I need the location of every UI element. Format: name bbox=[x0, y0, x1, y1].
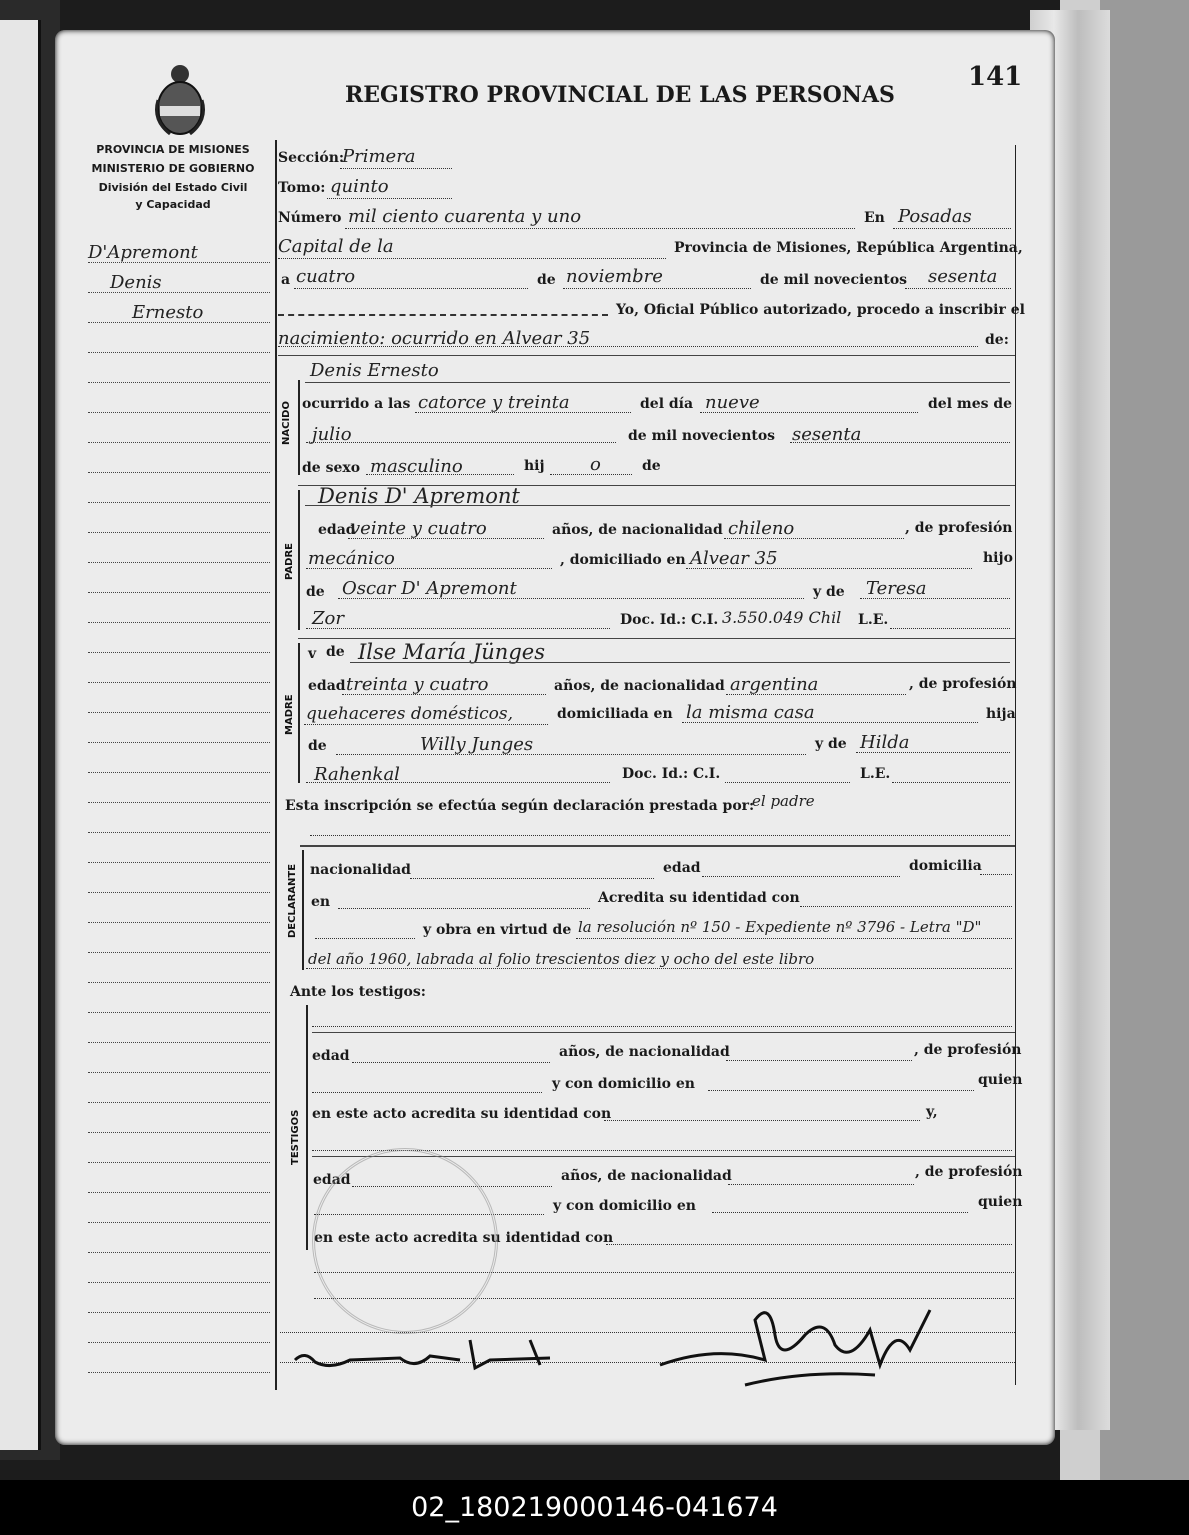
margin-rule bbox=[88, 1072, 270, 1073]
declarante-bar bbox=[302, 850, 304, 970]
testigo2-dom-line bbox=[712, 1212, 968, 1213]
testigo2-acredita-label: en este acto acredita su identidad con bbox=[314, 1230, 614, 1246]
a-line bbox=[294, 288, 528, 289]
declarante-acredita-label: Acredita su identidad con bbox=[598, 890, 800, 906]
padre-doc-value: 3.550.049 Chil bbox=[722, 608, 842, 627]
dia-value: nueve bbox=[705, 392, 760, 413]
madre-padre-value: Willy Junges bbox=[420, 734, 534, 755]
tomo-line bbox=[327, 198, 452, 199]
padre-nac-value: chileno bbox=[728, 518, 795, 539]
provincia-label: Provincia de Misiones, República Argentina, bbox=[674, 240, 1023, 256]
padre-prof-line bbox=[306, 568, 552, 569]
padre-nombre-line bbox=[305, 505, 1010, 506]
margin-divider bbox=[275, 140, 277, 1390]
anio-value: sesenta bbox=[928, 266, 998, 287]
margin-rule bbox=[88, 592, 270, 593]
testigo1-acredita-line bbox=[604, 1120, 920, 1121]
testigo1-nac-label: años, de nacionalidad bbox=[559, 1044, 730, 1060]
padre-nac-line bbox=[724, 538, 904, 539]
madre-madre-line bbox=[856, 752, 1010, 753]
testigo1-y-label: y, bbox=[926, 1104, 938, 1120]
de-end: de: bbox=[985, 332, 1009, 348]
madre-v-label: v bbox=[308, 646, 317, 662]
madre-top-border bbox=[298, 638, 1015, 639]
margin-rule bbox=[88, 1222, 270, 1223]
testigo2-nac-line bbox=[728, 1184, 914, 1185]
testigos-ante-label: Ante los testigos: bbox=[290, 984, 426, 1000]
mes-label: del mes de bbox=[928, 396, 1013, 412]
nacido-top-border bbox=[278, 355, 1015, 356]
dia-label: del día bbox=[640, 396, 694, 412]
declarante-intro-value: el padre bbox=[752, 792, 815, 810]
madre-bar bbox=[298, 643, 300, 783]
margin-rule bbox=[88, 1312, 270, 1313]
declarante-obra-value2: del año 1960, labrada al folio trescientos diez y ocho del este libro bbox=[308, 950, 815, 968]
madre-prof-label: , de profesión bbox=[909, 676, 1017, 692]
seccion-line bbox=[340, 168, 452, 169]
margin-rule bbox=[88, 742, 270, 743]
declarante-name-line bbox=[310, 835, 1010, 836]
margin-rule bbox=[88, 1282, 270, 1283]
margin-rule bbox=[88, 562, 270, 563]
declarante-intro-label: Esta inscripción se efectúa según declaración prestada por: bbox=[285, 798, 755, 814]
testigo1-border bbox=[312, 1032, 1015, 1033]
padre-nac-label: años, de nacionalidad bbox=[552, 522, 723, 538]
org-line1: PROVINCIA DE MISIONES bbox=[96, 143, 250, 156]
signature-declarante-icon bbox=[290, 1330, 570, 1384]
testigo1-prof-line bbox=[312, 1092, 542, 1093]
nacido-nombre: Denis Ernesto bbox=[310, 360, 439, 381]
padre-hijo-label: hijo bbox=[983, 550, 1013, 566]
margin-name: Denis bbox=[110, 272, 162, 293]
margin-rule bbox=[88, 982, 270, 983]
padre-madre-value: Teresa bbox=[866, 578, 927, 599]
declarante-nac-line bbox=[410, 878, 654, 879]
margin-rule bbox=[88, 1132, 270, 1133]
margin-rule bbox=[88, 712, 270, 713]
padre-madre-line bbox=[860, 598, 1010, 599]
margin-rule bbox=[88, 652, 270, 653]
mil-nac-label: de mil novecientos bbox=[628, 428, 776, 444]
hij-value: o bbox=[590, 454, 601, 475]
strike-line bbox=[278, 314, 608, 316]
en-line bbox=[893, 228, 1011, 229]
tomo-label: Tomo: bbox=[278, 180, 326, 196]
numero-label: Número bbox=[278, 210, 342, 226]
dia-line bbox=[700, 412, 918, 413]
madre-le-line bbox=[892, 782, 1010, 783]
margin-rule bbox=[88, 922, 270, 923]
declarante-en-line bbox=[338, 908, 590, 909]
margin-name2: Ernesto bbox=[132, 302, 204, 323]
testigos-section: TESTIGOS bbox=[290, 1109, 301, 1165]
testigo2-acredita-line bbox=[606, 1244, 1012, 1245]
testigo1-nac-line bbox=[726, 1060, 912, 1061]
official-stamp-icon bbox=[312, 1148, 498, 1334]
testigo2-edad-label: edad bbox=[313, 1172, 351, 1188]
declarante-top-border bbox=[300, 845, 1015, 847]
margin-rule bbox=[88, 1342, 270, 1343]
declarante-dom-label: domicilia bbox=[909, 858, 982, 874]
declarante-edad-label: edad bbox=[663, 860, 701, 876]
nacido-nombre-line bbox=[305, 382, 1010, 383]
org-line4: y Capacidad bbox=[135, 198, 211, 211]
de-nac-label: de bbox=[642, 458, 661, 474]
padre-bar bbox=[298, 490, 300, 630]
margin-rule bbox=[88, 1042, 270, 1043]
margin-rule bbox=[88, 382, 270, 383]
madre-nombre-line bbox=[350, 662, 1010, 663]
testigo1-prof-label: , de profesión bbox=[914, 1042, 1022, 1058]
madre-prof-value: quehaceres domésticos, bbox=[306, 704, 514, 724]
sexo-line bbox=[366, 474, 514, 475]
testigo2-dom-label: y con domicilio en bbox=[553, 1198, 696, 1214]
madre-madre-value: Hilda bbox=[860, 732, 910, 753]
madre-nac-label: años, de nacionalidad bbox=[554, 678, 725, 694]
tomo-value: quinto bbox=[330, 176, 389, 197]
padre-edad-label: edad bbox=[318, 522, 356, 538]
margin-rule bbox=[88, 1192, 270, 1193]
padre-doc-label: Doc. Id.: C.I. bbox=[620, 612, 719, 628]
padre-dom-value: Alvear 35 bbox=[690, 548, 778, 569]
declarante-en-label: en bbox=[311, 894, 331, 910]
hora-line bbox=[415, 412, 631, 413]
ocurrido-label: ocurrido a las bbox=[302, 396, 411, 412]
testigo2-nac-label: años, de nacionalidad bbox=[561, 1168, 732, 1184]
padre-dom-line bbox=[686, 568, 972, 569]
a-label: a bbox=[281, 272, 291, 288]
mes-nac-line bbox=[306, 442, 616, 443]
padre-le-line bbox=[890, 628, 1010, 629]
testigo2-quien-label: quien bbox=[978, 1194, 1023, 1210]
madre-dom-line bbox=[682, 722, 978, 723]
mes-nac-value: julio bbox=[312, 424, 352, 445]
margin-rule bbox=[88, 1252, 270, 1253]
margin-rule bbox=[88, 802, 270, 803]
margin-rule bbox=[88, 502, 270, 503]
margin-rule bbox=[88, 772, 270, 773]
margin-rule bbox=[88, 1012, 270, 1013]
madre-prof-line bbox=[304, 724, 548, 725]
declarante-section: DECLARANTE bbox=[287, 863, 298, 938]
anio-nac-line bbox=[790, 442, 1010, 443]
background-right-dark bbox=[1100, 0, 1189, 1480]
padre-padre-line bbox=[338, 598, 804, 599]
margin-rule bbox=[88, 292, 270, 293]
padre-edad-value: veinte y cuatro bbox=[350, 518, 487, 539]
margin-rule bbox=[88, 262, 270, 263]
de-label: de bbox=[537, 272, 556, 288]
madre-edad-label: edad bbox=[308, 678, 346, 694]
madre-dom-label: domiciliada en bbox=[557, 706, 673, 722]
testigo1-edad-line bbox=[352, 1062, 550, 1063]
capital-value: Capital de la bbox=[278, 236, 394, 257]
madre-le-label: L.E. bbox=[860, 766, 891, 782]
padre-de-label: de bbox=[306, 584, 325, 600]
capital-line bbox=[278, 258, 666, 259]
madre-dom-value: la misma casa bbox=[686, 702, 815, 723]
margin-rule bbox=[88, 442, 270, 443]
margin-rule bbox=[88, 1102, 270, 1103]
sexo-value: masculino bbox=[370, 456, 463, 477]
mes-value: noviembre bbox=[566, 266, 663, 287]
margin-rule bbox=[88, 862, 270, 863]
padre-madre2-line bbox=[306, 628, 610, 629]
mil-label: de mil novecientos bbox=[760, 272, 908, 288]
padre-prof-label: , de profesión bbox=[905, 520, 1013, 536]
testigo1-dom-label: y con domicilio en bbox=[552, 1076, 695, 1092]
margin-rule bbox=[88, 322, 270, 323]
oficial-label: Yo, Oficial Público autorizado, procedo a inscribir el bbox=[616, 302, 1025, 318]
madre-nombre: Ilse María Jünges bbox=[358, 640, 545, 664]
declarante-obra-line bbox=[576, 938, 1012, 939]
madre-de2-label: de bbox=[308, 738, 327, 754]
madre-section: MADRE bbox=[284, 694, 295, 735]
madre-yde-label: y de bbox=[815, 736, 847, 752]
org-line3: División del Estado Civil bbox=[98, 181, 248, 194]
anio-nac-value: sesenta bbox=[792, 424, 862, 445]
padre-dom-label: , domiciliado en bbox=[560, 552, 686, 568]
margin-rule bbox=[88, 832, 270, 833]
hora-value: catorce y treinta bbox=[418, 392, 570, 413]
seccion-value: Primera bbox=[342, 146, 416, 167]
declarante-obra2-line bbox=[306, 968, 1012, 969]
folio-number: 141 bbox=[968, 62, 1023, 92]
en-label: En bbox=[864, 210, 885, 226]
margin-rule bbox=[88, 892, 270, 893]
declarante-obra-label: y obra en virtud de bbox=[423, 922, 572, 938]
testigo1-quien-label: quien bbox=[978, 1072, 1023, 1088]
madre-doc-line bbox=[725, 782, 850, 783]
hij-label: hij bbox=[524, 458, 545, 474]
padre-madre-value2: Zor bbox=[312, 608, 344, 629]
padre-edad-line bbox=[348, 538, 544, 539]
padre-section: PADRE bbox=[284, 543, 295, 580]
coat-of-arms-icon bbox=[150, 60, 210, 144]
testigo1-name-line bbox=[312, 1026, 1012, 1027]
sexo-label: de sexo bbox=[302, 460, 361, 476]
margin-surname: D'Apremont bbox=[88, 242, 198, 263]
footer-code: 02_180219000146-041674 bbox=[0, 1480, 1189, 1535]
madre-madre2-line bbox=[306, 782, 610, 783]
declarante-obra-value: la resolución nº 150 - Expediente nº 3796 - Letra "D" bbox=[578, 918, 982, 936]
margin-rule bbox=[88, 1162, 270, 1163]
margin-rule bbox=[88, 1372, 270, 1373]
padre-padre-value: Oscar D' Apremont bbox=[342, 578, 517, 599]
madre-nac-line bbox=[726, 694, 906, 695]
madre-de-label: de bbox=[326, 644, 345, 660]
padre-nombre: Denis D' Apremont bbox=[318, 484, 520, 508]
margin-rule bbox=[88, 472, 270, 473]
nacido-section: NACIDO bbox=[281, 401, 292, 445]
seccion-label: Sección: bbox=[278, 150, 345, 166]
testigo2-prof-label: , de profesión bbox=[915, 1164, 1023, 1180]
mes-line bbox=[563, 288, 751, 289]
en-value: Posadas bbox=[898, 206, 972, 227]
margin-rule bbox=[88, 952, 270, 953]
madre-padre-line bbox=[336, 754, 806, 755]
madre-madre-value2: Rahenkal bbox=[314, 764, 400, 785]
madre-doc-label: Doc. Id.: C.I. bbox=[622, 766, 721, 782]
org-line2: MINISTERIO DE GOBIERNO bbox=[91, 162, 255, 175]
numero-value: mil ciento cuarenta y uno bbox=[348, 206, 582, 227]
declarante-acredita-line bbox=[800, 906, 1012, 907]
madre-hija-label: hija bbox=[986, 706, 1016, 722]
signature-official-icon bbox=[655, 1295, 955, 1409]
declarante-nac-label: nacionalidad bbox=[310, 862, 411, 878]
testigos-bar bbox=[306, 1005, 308, 1250]
numero-line bbox=[345, 228, 855, 229]
testigo1-edad-label: edad bbox=[312, 1048, 350, 1064]
page-title: REGISTRO PROVINCIAL DE LAS PERSONAS bbox=[345, 82, 895, 108]
nacido-bar bbox=[298, 380, 300, 475]
acto-line bbox=[278, 346, 978, 347]
madre-edad-line bbox=[342, 694, 546, 695]
madre-nac-value: argentina bbox=[730, 674, 819, 695]
declarante-dom-line bbox=[980, 874, 1012, 875]
acto-value: nacimiento: ocurrido en Alvear 35 bbox=[278, 328, 591, 349]
padre-yde-label: y de bbox=[813, 584, 845, 600]
margin-rule bbox=[88, 412, 270, 413]
anio-line bbox=[905, 288, 1011, 289]
padre-le-label: L.E. bbox=[858, 612, 889, 628]
margin-rule bbox=[88, 682, 270, 683]
margin-rule bbox=[88, 622, 270, 623]
a-value: cuatro bbox=[296, 266, 356, 287]
margin-rule bbox=[88, 532, 270, 533]
declarante-edad-line bbox=[702, 876, 900, 877]
adjacent-page bbox=[0, 20, 41, 1450]
testigo1-acredita-label: en este acto acredita su identidad con bbox=[312, 1106, 612, 1122]
hij-line bbox=[550, 474, 632, 475]
declarante-obra-pre-line bbox=[315, 938, 415, 939]
madre-edad-value: treinta y cuatro bbox=[346, 674, 489, 695]
margin-rule bbox=[88, 352, 270, 353]
testigo1-dom-line bbox=[708, 1090, 974, 1091]
padre-prof-value: mecánico bbox=[308, 548, 395, 569]
